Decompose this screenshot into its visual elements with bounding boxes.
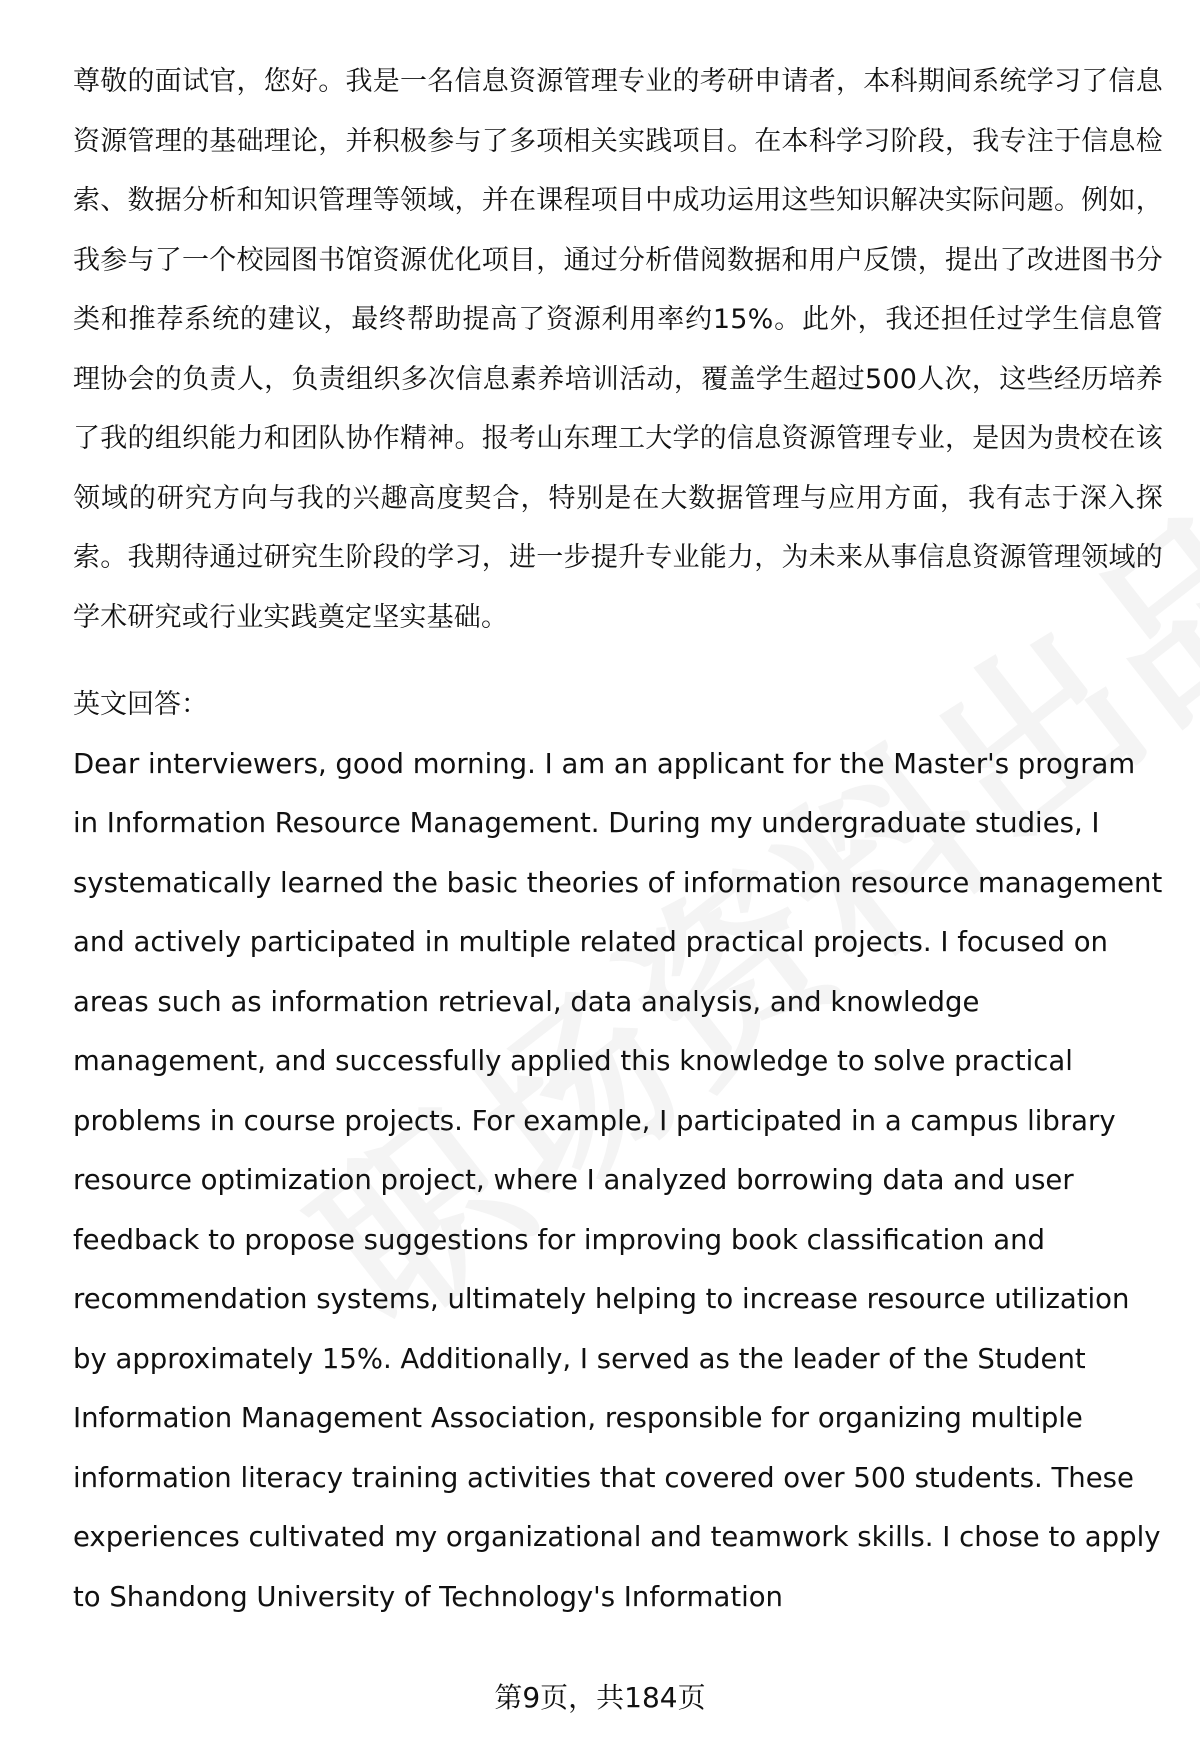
english-answer-label: 英文回答： — [73, 689, 208, 720]
page-number-footer: 第9页，共184页 — [494, 1681, 706, 1714]
document-body — [73, 52, 1163, 1627]
chinese-answer-paragraph: 尊敬的面试官，您好。我是一名信息资源管理专业的考研申请者，本科期间系统学习了信息资源管理的基础理论，并积极参与了多项相关实践项目。在本科学习阶段，我专注于信息检索、数据分析和知识管理等领域，并在课程项目中成功运用这些知识解决实际问题。例如，我参与了一个校园图书馆资源优化项目，通过分析借阅数据和用户反馈，提出了改进图书分类和推荐系统的建议，最终帮助提高了资源利用率约15%。此外，我还担任过学生信息管理协会的负责人，负责组织多次信息素养培训活动，覆盖学生超过500人次，这些经历培养了我的组织能力和团队协作精神。报考山东理工大学的信息资源管理专业，是因为贵校在该领域的研究方向与我的兴趣高度契合，特别是在大数据管理与应用方面，我有志于深入探索。我期待通过研究生阶段的学习，进一步提升专业能力，为未来从事信息资源管理领域的学术研究或行业实践奠定坚实基础。 — [73, 66, 1163, 633]
english-answer-paragraph: Dear interviewers, good morning. I am an applicant for the Master's program in Information Resource Management. During my undergraduate studies, I systematically learned the basic theories of information resource management and actively participated in multiple related practical projects. I focused on areas such as information retrieval, data analysis, and knowledge management, and successfully applied this knowledge to solve practical problems in course projects. For example, I participated in a campus library resource optimization project, where I analyzed borrowing data and user feedback to propose suggestions for improving book classification and recommendation systems, ultimately helping to increase resource utilization by approximately 15%. Additionally, I served as the leader of the Student Information Management Association, responsible for organizing multiple information literacy training activities that covered over 500 students. These experiences cultivated my organizational and teamwork skills. I chose to apply to Shandong University of Technology's Information — [73, 747, 1163, 1613]
